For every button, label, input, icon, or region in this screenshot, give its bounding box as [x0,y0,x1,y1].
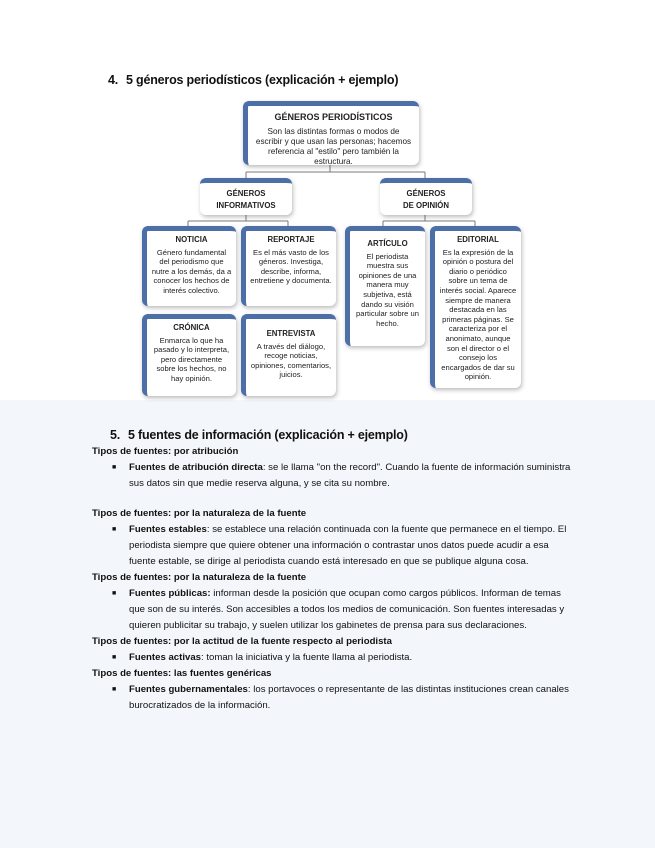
category-heading: Tipos de fuentes: por la actitud de la fuente respecto al periodista [92,636,392,647]
cronica-box [142,314,236,396]
entrevista-title: ENTREVISTA [266,329,316,338]
item-term: Fuentes estables [129,524,207,535]
reportaje-text: Es el más vasto de los géneros. Investiga, describe, informa, entretiene y documenta. [250,247,332,286]
root-text: Son las distintas formas o modos de escribir y que usan las personas; hacemos referencia al "estilo" pero también la estructura. [255,127,412,166]
bullet-icon: ■ [112,686,117,693]
reportaje-box [241,226,336,306]
section-5-number: 5. [110,428,121,442]
editorial-box [430,226,521,388]
category-heading: Tipos de fuentes: por la naturaleza de la fuente [92,572,307,583]
bullet-icon: ■ [112,526,117,533]
opinion-box [380,178,472,215]
item-description: : los portavoces o representante de las distintas instituciones crean canales burocratizados de la información. [129,684,569,711]
item-description: informan desde la posición que ocupan como cargos públicos. Informan de temas que son de su interés. Son accesibles a todos los medios de comunicación. Son fuentes interesadas y quieren publicitar su trabajo, y suelen utilizar los gabinetes de prensa para sus declaraciones. [129,588,565,631]
category-heading: Tipos de fuentes: las fuentes genéricas [92,668,272,679]
entrevista-box [241,314,336,396]
bullet-icon: ■ [112,590,117,597]
opinion-line2: DE OPINIÓN [403,201,449,210]
noticia-title: NOTICIA [175,235,208,244]
category-heading: Tipos de fuentes: por atribución [92,446,239,457]
spacer [92,492,572,506]
root-genres-box [243,101,419,165]
reportaje-title: REPORTAJE [267,235,315,244]
item-term: Fuentes gubernamentales [129,684,248,695]
item-description: : toman la iniciativa y la fuente llama al periodista. [201,652,413,663]
noticia-box [142,226,236,306]
category-heading: Tipos de fuentes: por la naturaleza de la fuente [92,508,307,519]
list-item [92,650,572,666]
informativos-line1: GÉNEROS [226,189,266,198]
articulo-text: El periodista muestra sus opiniones de una manera muy subjetiva, está dando su visión particular sobre un hecho. [356,251,419,328]
item-description: : se establece una relación continuada con la fuente que permanece en el tiempo. El periodista siempre que quiere obtener una información o contrastar unos datos puede acudir a esa fuente estable, se dirige al periodista cuando está interesado en que se publique alguna cosa. [129,524,567,567]
noticia-text: Género fundamental del periodismo que nutre a los demás, da a conocer los hechos de interés colectivo. [151,247,232,295]
list-item [92,460,572,492]
informativos-line2: INFORMATIVOS [216,201,276,210]
bullet-icon: ■ [112,464,117,471]
section-5-heading [110,428,408,442]
section-4-number: 4. [108,73,119,87]
articulo-box [345,226,425,346]
editorial-title: EDITORIAL [457,235,499,244]
bullet-icon: ■ [112,654,117,661]
editorial-text: Es la expresión de la opinión o postura del diario o periódico sobre un tema de interés social. Aparece siempre de manera destacada en las primeras páginas. Se caracteriza por el anonimato, aunque son el director o el consejo los encargados de dar su opinión. [439,247,517,382]
entrevista-text: A través del diálogo, recoge noticias, opiniones, comentarios, juicios. [250,341,332,380]
informativos-box [200,178,292,215]
root-title: GÉNEROS PERIODÍSTICOS [274,112,393,122]
item-term: Fuentes activas [129,652,201,663]
list-item [92,522,572,570]
section-4-title: 5 géneros periodísticos (explicación + ejemplo) [126,73,399,87]
item-description: : se le llama "on the record". Cuando la fuente de información suministra sus datos sin que medie reserva alguna, y se cita su nombre. [129,462,571,489]
cronica-text: Enmarca lo que ha pasado y lo interpreta, pero directamente sobre los hechos, no hay opinión. [153,335,230,383]
list-item [92,682,572,714]
cronica-title: CRÓNICA [173,323,210,332]
sources-text [92,444,572,714]
genres-diagram [0,0,655,400]
articulo-title: ARTÍCULO [367,239,408,248]
item-term: Fuentes de atribución directa [129,462,263,473]
opinion-line1: GÉNEROS [406,189,446,198]
item-term: Fuentes públicas: [129,588,211,599]
list-item [92,586,572,634]
section-5-title: 5 fuentes de información (explicación + ejemplo) [128,428,408,442]
